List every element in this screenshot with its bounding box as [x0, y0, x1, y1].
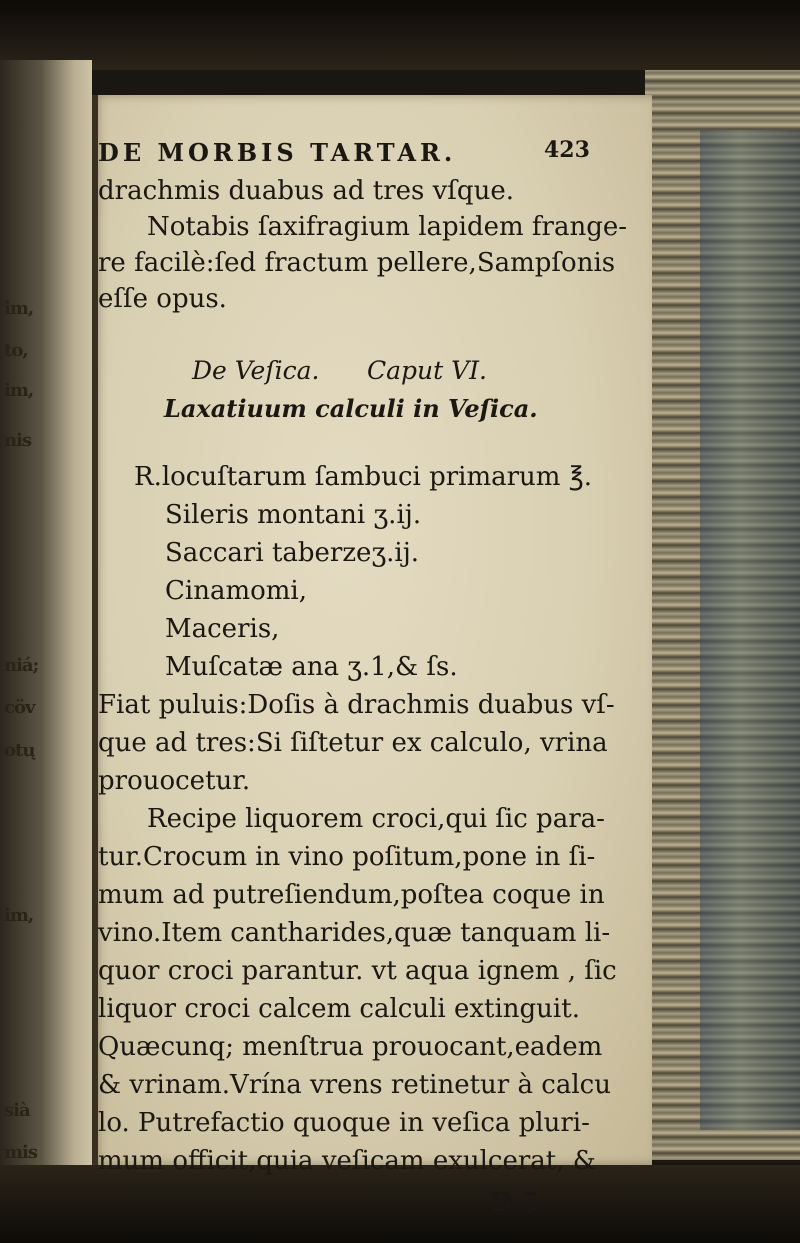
- text-line: Fiat puluis:Doſis à drachmis duabus vſ-: [98, 690, 615, 720]
- text-line: drachmis duabus ad tres vſque.: [98, 176, 514, 206]
- text-line: liquor croci calcem calculi extinguit.: [98, 994, 580, 1024]
- facing-page-fragment: im,: [4, 905, 34, 926]
- book-page: [92, 95, 652, 1218]
- recipe-line: R.locuſtarum ſambuci primarum ℥.: [134, 462, 593, 492]
- facing-page-fragment: im,: [4, 298, 34, 319]
- running-header: DE MORBIS TARTAR.: [98, 138, 457, 167]
- text-line: prouocetur.: [98, 766, 251, 796]
- facing-page-fragment: to,: [4, 340, 28, 361]
- text-line: vino.Item cantharides,quæ tanquam li-: [98, 918, 611, 948]
- page-number: 423: [544, 137, 590, 163]
- facing-page-fragment: mis: [4, 1142, 38, 1163]
- text-line: lo. Putrefactio quoque in veſica pluri-: [98, 1108, 590, 1138]
- chapter-title: De Veſica.: [192, 356, 320, 385]
- book-cover-edge: [700, 130, 800, 1130]
- text-line: re facilè:ſed fractum pellere,Sampſonis: [98, 248, 616, 278]
- text-line: quor croci parantur. vt aqua ignem , ſic: [98, 956, 617, 986]
- text-line: que ad tres:Si ſiſtetur ex calculo, vrina: [98, 728, 608, 758]
- text-line: & vrinam.Vrína vrens retinetur à calcu: [98, 1070, 611, 1100]
- recipe-line: Saccari taberzeʒ.ij.: [165, 538, 420, 568]
- facing-page-fragment: niá;: [4, 655, 39, 676]
- facing-page-fragment: im,: [4, 380, 34, 401]
- recipe-line: Muſcatæ ana ʒ.1,& ſs.: [165, 652, 458, 682]
- facing-page-fragment: otų: [4, 740, 35, 761]
- text-line: mum ad putreſiendum,poſtea coque in: [98, 880, 605, 910]
- text-line: tur.Crocum in vino poſitum,pone in ſi-: [98, 842, 596, 872]
- facing-page-fragment: sià: [4, 1100, 30, 1121]
- scan-top-border: [0, 0, 800, 70]
- text-line: mum officit,quia veſicam exulcerat, &: [98, 1146, 596, 1176]
- recipe-line: Sileris montani ʒ.ij.: [165, 500, 422, 530]
- text-line: eſſe opus.: [98, 284, 227, 314]
- chapter-number: Caput VI.: [367, 356, 488, 385]
- text-line: Recipe liquorem croci,qui ſic para-: [147, 804, 605, 834]
- text-line: Notabis ſaxifragium lapidem frange-: [147, 212, 628, 242]
- text-line: Quæcunq; menſtrua prouocant,eadem: [98, 1032, 603, 1062]
- recipe-line: Cinamomi,: [165, 576, 307, 606]
- facing-page-fragment: nis: [4, 430, 32, 451]
- signature-mark: D 5: [490, 1188, 540, 1218]
- recipe-line: Maceris,: [165, 614, 280, 644]
- facing-page-fragment: cöv: [4, 697, 35, 718]
- chapter-subtitle: Laxatiuum calculi in Veſica.: [164, 394, 538, 423]
- facing-page-edge: [0, 60, 92, 1170]
